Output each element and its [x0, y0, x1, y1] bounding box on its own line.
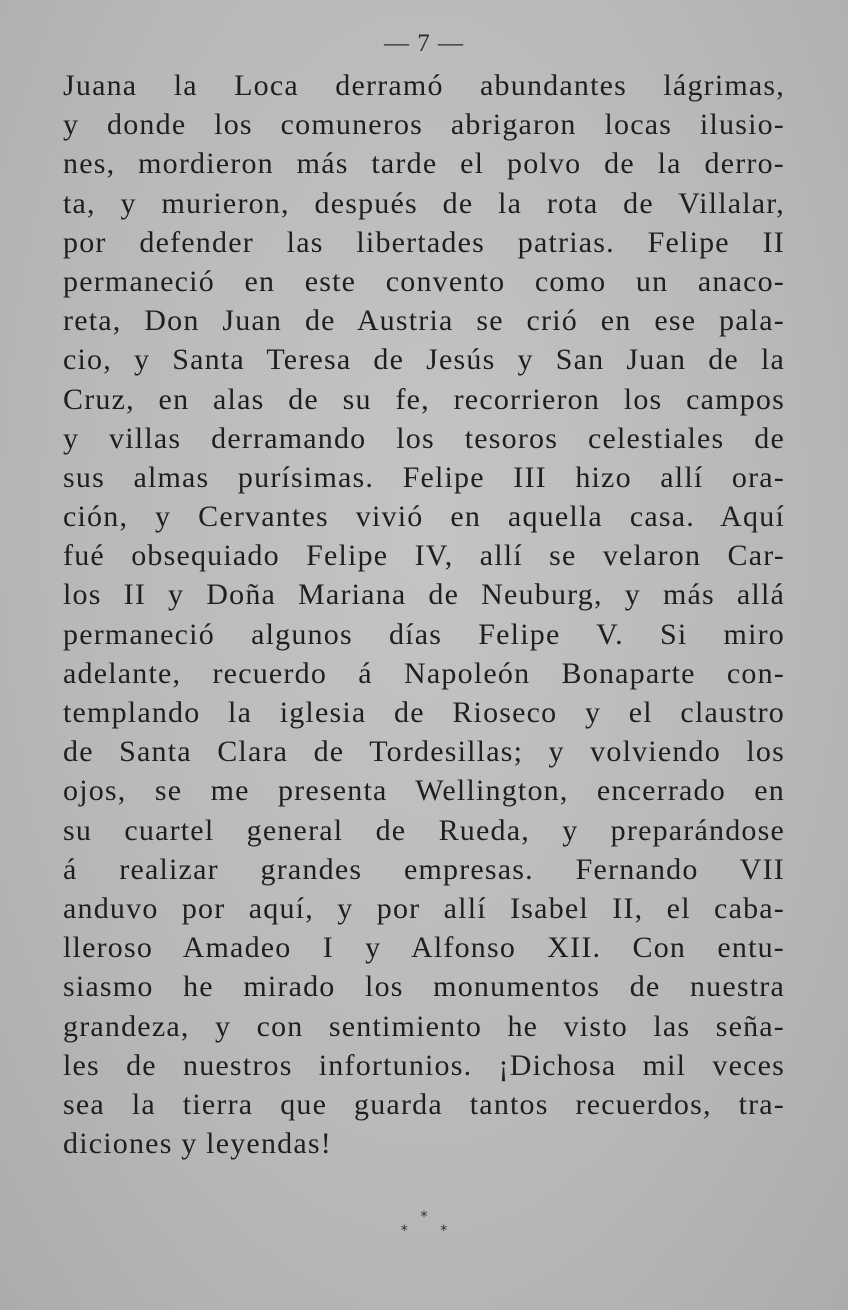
text-line: permaneció en este convento como un anaco- [63, 264, 785, 298]
page-number: — 7 — [384, 30, 464, 57]
text-line: sus almas purísimas. Felipe III hizo allí ora- [63, 460, 785, 494]
text-line: y villas derramando los tesoros celestiales de [63, 421, 785, 455]
text-line: ta, y murieron, después de la rota de Villalar, [63, 186, 785, 220]
text-line: siasmo he mirado los monumentos de nuestra [63, 970, 785, 1004]
text-line: y donde los comuneros abrigaron locas ilusio- [63, 108, 785, 142]
text-line: sea la tierra que guarda tantos recuerdos, tra- [63, 1087, 785, 1121]
text-line: á realizar grandes empresas. Fernando VII [63, 852, 785, 886]
text-line: les de nuestros infortunios. ¡Dichosa mil veces [63, 1048, 785, 1082]
text-line: de Santa Clara de Tordesillas; y volviendo los [63, 735, 785, 769]
text-line: ojos, se me presenta Wellington, encerrado en [63, 774, 785, 808]
text-line: Cruz, en alas de su fe, recorrieron los campos [63, 382, 785, 416]
body-text [63, 66, 785, 1163]
text-line: adelante, recuerdo á Napoleón Bonaparte con- [63, 656, 785, 690]
text-line: lleroso Amadeo I y Alfonso XII. Con entu- [63, 931, 785, 965]
text-line: Juana la Loca derramó abundantes lágrimas, [63, 69, 785, 102]
text-line: permaneció algunos días Felipe V. Si miro [63, 617, 785, 651]
text-line: cio, y Santa Teresa de Jesús y San Juan de la [63, 343, 785, 377]
text-line: reta, Don Juan de Austria se crió en ese pala- [63, 304, 785, 338]
text-line: fué obsequiado Felipe IV, allí se velaron Car- [63, 539, 785, 573]
text-line: templando la iglesia de Rioseco y el claustro [63, 696, 785, 729]
text-line: ción, y Cervantes vivió en aquella casa. Aquí [63, 500, 785, 534]
asterism-ornament [0, 1210, 848, 1238]
text-line: por defender las libertades patrias. Felipe II [63, 225, 785, 259]
text-line-last: diciones y leyendas! [63, 1127, 332, 1161]
ornament-bottom: * * [400, 1223, 462, 1239]
text-line: anduvo por aquí, y por allí Isabel II, el caba- [63, 891, 785, 925]
text-line: grandeza, y con sentimiento he visto las seña- [63, 1009, 785, 1043]
text-line: nes, mordieron más tarde el polvo de la derro- [63, 147, 785, 181]
ornament-top: * [420, 1209, 428, 1225]
text-line: los II y Doña Mariana de Neuburg, y más allá [63, 578, 785, 612]
text-line: su cuartel general de Rueda, y preparándose [63, 813, 785, 847]
